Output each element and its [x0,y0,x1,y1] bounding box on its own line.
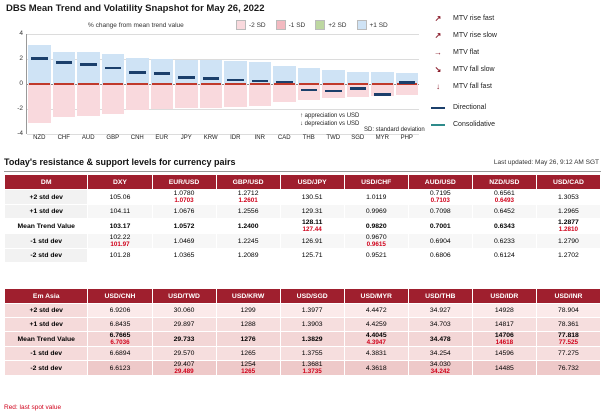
col-header-3: USD/KRW [216,289,280,304]
band-minus2-CAD [273,93,296,102]
cell-1-7: 1.2965 [536,205,600,219]
mean-line-KRW [201,83,222,85]
mean-line-TWD [323,83,344,85]
cell-1-5: 0.7098 [408,205,472,219]
mean-line-SGD [348,83,369,85]
cell-3-0: 6.6894 [88,347,152,361]
table-row [5,347,601,361]
cell-3-2: 1.2245 [216,234,280,249]
cell-4-6: 14485 [472,361,536,376]
band-plus2-CHF [53,52,76,68]
band-plus2-AUD [77,52,100,68]
trend-glyph-4: ↓ [436,82,440,91]
cell-4-0: 6.6123 [88,361,152,376]
row-label-1: +1 std dev [5,205,88,219]
trend-legend-label-4: MTV fall fast [453,83,492,90]
x-tick-TWD: TWD [326,135,341,141]
bar-group-AUD [76,34,101,141]
mean-line-INR [250,83,271,85]
spot-marker-MYR [374,93,391,96]
annotation-1: ↓ depreciation vs USD [300,121,360,128]
x-tick-KRW: KRW [203,135,218,141]
cell-4-5: 34.030 34.242 [408,361,472,376]
spot-marker-AUD [80,63,97,66]
cell-3-2: 1265 [216,347,280,361]
cell-3-1: 1.0469 [152,234,216,249]
x-tick-CNH: CNH [130,135,144,141]
band-minus1-CHF [53,84,76,100]
table-row [5,304,601,318]
band-plus1-GBP [102,69,125,84]
cell-0-2: 1299 [216,304,280,318]
y-tick-2: 2 [19,55,23,62]
cell-4-4: 0.9521 [344,249,408,263]
cell-4-7: 1.2702 [536,249,600,263]
cell-4-1: 29.407 29.489 [152,361,216,376]
spot-value-4-3: 1.3735 [302,368,322,375]
mean-line-CAD [274,83,295,85]
band-minus2-EUR [151,97,174,110]
trend-glyph-2: → [434,48,442,57]
cell-2-1: 29.733 [152,332,216,347]
cell-1-2: 1288 [216,318,280,332]
spot-marker-NZD [31,57,48,60]
bar-group-EUR [150,34,175,141]
row-label-0: +2 std dev [5,190,88,205]
cell-2-5: 0.7001 [408,219,472,234]
chart-annotations [300,112,425,133]
legend-label-0: -2 SD [249,21,266,29]
x-tick-PHP: PHP [400,135,413,141]
x-tick-INR: INR [254,135,265,141]
x-tick-IDR: IDR [230,135,241,141]
cell-1-4: 0.9969 [344,205,408,219]
spot-value-2-6: 14618 [495,339,514,346]
cell-2-2: 1.2400 [216,219,280,234]
band-minus2-CNH [126,97,149,110]
band-plus1-NZD [28,65,51,84]
bar-group-JPY [174,34,199,141]
cell-3-5: 0.6904 [408,234,472,249]
cell-2-7: 77.818 77.525 [536,332,600,347]
cell-4-1: 1.0365 [152,249,216,263]
spot-value-0-1: 1.0703 [174,197,194,204]
band-minus2-GBP [102,99,125,114]
bar-group-MYR [370,34,395,141]
row-label-0: +2 std dev [5,304,88,318]
col-header-8: USD/CAD [536,175,600,190]
cell-0-1: 30.060 [152,304,216,318]
bar-group-CHF [52,34,77,141]
table-row [5,332,601,347]
band-minus1-NZD [28,84,51,103]
annotation-2: SD: standard deviation [364,127,425,133]
spot-value-4-2: 1265 [241,368,256,375]
legend-item-1 [276,20,306,30]
legend-item-0 [236,20,266,30]
band-plus2-INR [249,62,272,73]
trend-glyph-6 [430,120,446,129]
row-label-1: +1 std dev [5,318,88,332]
col-header-1: DXY [88,175,152,190]
bar-group-GBP [101,34,126,141]
row-label-2: Mean Trend Value [5,332,88,347]
chart-panel [0,16,425,151]
cell-4-4: 4.3618 [344,361,408,376]
y-tick--4: -4 [17,130,23,137]
mean-line-CNH [127,83,148,85]
col-header-8: USD/INR [536,289,600,304]
chart-plot-area [17,30,419,141]
table-row [5,190,601,205]
band-minus1-JPY [175,84,198,96]
band-minus2-CHF [53,100,76,116]
bar-group-CAD [272,34,297,141]
band-minus2-THB [298,92,321,100]
band-plus2-IDR [224,61,247,73]
x-tick-SGD: SGD [351,135,365,141]
cell-0-3: 1.3977 [280,304,344,318]
bar-group-NZD [27,34,52,141]
spot-marker-PHP [399,81,416,84]
legend-label-1: -1 SD [288,21,306,29]
col-header-2: EUR/USD [152,175,216,190]
row-label-4: -2 std dev [5,249,88,263]
trend-legend-row-6 [430,116,602,133]
band-minus1-IDR [224,84,247,96]
trend-legend-label-2: MTV flat [453,49,480,56]
trend-legend-label-5: Directional [453,104,487,111]
legend-swatch-0 [236,20,246,30]
bar-group-IDR [223,34,248,141]
col-header-4: USD/SGD [280,289,344,304]
x-tick-NZD: NZD [33,135,46,141]
trend-legend-label-6: Consolidative [453,121,496,128]
table-row [5,249,601,263]
spot-marker-SGD [350,87,367,90]
band-minus2-JPY [175,96,198,108]
cell-2-4: 0.9820 [344,219,408,234]
band-minus1-KRW [200,84,223,96]
spot-value-2-4: 4.3947 [366,339,386,346]
cell-3-4: 4.3831 [344,347,408,361]
cell-4-5: 0.6806 [408,249,472,263]
mean-line-JPY [176,83,197,85]
spot-marker-JPY [178,76,195,79]
cell-4-6: 0.6124 [472,249,536,263]
band-minus1-CNH [126,84,149,97]
trend-legend-row-3 [430,61,602,78]
table-row [5,234,601,249]
x-tick-AUD: AUD [81,135,95,141]
spot-value-2-7: 1.2810 [558,226,579,233]
cell-4-2: 1254 1265 [216,361,280,376]
col-header-7: USD/IDR [472,289,536,304]
trend-glyph-3: ↘ [434,65,442,74]
y-tick--2: -2 [17,105,23,112]
trend-glyph-0: ↗ [434,14,442,23]
trend-legend-label-3: MTV fall slow [453,66,495,73]
cell-3-3: 1.3755 [280,347,344,361]
trend-legend-row-0 [430,10,602,27]
cell-3-7: 1.2790 [536,234,600,249]
spot-marker-INR [252,80,269,83]
cell-0-7: 78.904 [536,304,600,318]
divider [4,171,601,172]
legend-item-2 [315,20,346,30]
cell-2-0: 103.17 [88,219,152,234]
table-row [5,318,601,332]
col-header-2: USD/TWD [152,289,216,304]
table-row [5,205,601,219]
band-minus2-IDR [224,96,247,108]
mean-line-CHF [54,83,75,85]
spot-value-2-7: 77.525 [558,339,579,346]
row-label-3: -1 std dev [5,234,88,249]
x-tick-MYR: MYR [375,135,389,141]
band-plus2-EUR [151,59,174,72]
trend-legend-row-5 [430,99,602,116]
spot-marker-THB [301,89,318,92]
chart-legend [236,20,388,30]
legend-label-3: +1 SD [369,21,388,29]
mean-line-GBP [103,83,124,85]
cell-0-1: 1.0780 1.0703 [152,190,216,205]
band-plus2-NZD [28,45,51,64]
mean-line-EUR [152,83,173,85]
band-minus2-AUD [77,100,100,116]
col-header-5: USD/MYR [344,289,408,304]
cell-0-0: 105.06 [88,190,152,205]
row-label-3: -1 std dev [5,347,88,361]
spot-marker-CNH [129,71,146,74]
col-header-3: GBP/USD [216,175,280,190]
trend-legend-row-4 [430,78,602,95]
cell-1-5: 34.703 [408,318,472,332]
trend-glyph-1: ↗ [434,31,442,40]
y-tick-0: 0 [19,80,23,87]
band-minus2-PHP [396,89,419,94]
x-tick-THB: THB [302,135,315,141]
band-minus1-GBP [102,84,125,99]
trend-legend-label-0: MTV rise fast [453,15,495,22]
cell-3-5: 34.254 [408,347,472,361]
col-header-7: NZD/USD [472,175,536,190]
cell-1-3: 129.31 [280,205,344,219]
last-updated: Last updated: May 26, 9:12 AM SGT [493,159,599,166]
trend-glyph-5 [430,103,446,112]
col-header-6: AUD/USD [408,175,472,190]
x-tick-EUR: EUR [155,135,169,141]
legend-swatch-3 [357,20,367,30]
band-plus2-THB [298,68,321,76]
cell-4-3: 1.3681 1.3735 [280,361,344,376]
band-minus2-NZD [28,103,51,122]
spot-marker-IDR [227,79,244,82]
cell-0-3: 130.51 [280,190,344,205]
cell-2-6: 14706 14618 [472,332,536,347]
band-minus2-INR [249,95,272,106]
cell-0-6: 0.6561 0.6493 [472,190,536,205]
spot-marker-TWD [325,90,342,93]
cell-0-5: 0.7195 0.7103 [408,190,472,205]
legend-label-2: +2 SD [328,21,347,29]
mean-line-AUD [78,83,99,85]
spot-value-0-2: 1.2601 [238,197,258,204]
row-label-2: Mean Trend Value [5,219,88,234]
band-plus2-JPY [175,60,198,72]
cell-0-4: 1.0119 [344,190,408,205]
cell-1-0: 104.11 [88,205,152,219]
legend-swatch-1 [276,20,286,30]
col-header-6: USD/THB [408,289,472,304]
col-header-1: USD/CNH [88,289,152,304]
col-header-0: Em Asia [5,289,88,304]
cell-3-7: 77.275 [536,347,600,361]
cell-4-7: 76.732 [536,361,600,376]
table-row [5,219,601,234]
spot-value-0-6: 0.6493 [494,197,514,204]
y-tick-4: 4 [19,30,23,37]
mean-line-MYR [372,83,393,85]
band-plus2-CNH [126,58,149,71]
bar-group-PHP [395,34,420,141]
x-tick-GBP: GBP [106,135,120,141]
cell-4-3: 125.71 [280,249,344,263]
band-plus2-CAD [273,66,296,75]
table-header-row [5,289,601,304]
band-minus2-KRW [200,96,223,108]
cell-3-6: 14596 [472,347,536,361]
cell-3-6: 0.6233 [472,234,536,249]
cell-3-1: 29.570 [152,347,216,361]
trend-legend-row-1 [430,27,602,44]
band-plus1-CHF [53,68,76,84]
spot-marker-GBP [105,67,122,70]
cell-4-0: 101.28 [88,249,152,263]
cell-1-4: 4.4259 [344,318,408,332]
col-header-0: DM [5,175,88,190]
band-minus1-EUR [151,84,174,97]
mean-line-THB [299,83,320,85]
band-minus2-SGD [347,90,370,96]
spot-value-3-4: 0.9615 [366,241,386,248]
cell-1-6: 0.6452 [472,205,536,219]
mean-line-IDR [225,83,246,85]
legend-item-3 [357,20,388,30]
legend-swatch-2 [315,20,325,30]
x-tick-JPY: JPY [180,135,192,141]
cell-0-6: 14928 [472,304,536,318]
col-header-5: USD/CHF [344,175,408,190]
cell-2-4: 4.4045 4.3947 [344,332,408,347]
chart-y-axis-label: % change from mean trend value [88,22,184,29]
cell-1-1: 29.897 [152,318,216,332]
bar-group-KRW [199,34,224,141]
em-asia-table [4,288,601,376]
x-tick-CAD: CAD [277,135,291,141]
band-minus1-CAD [273,84,296,93]
col-header-4: USD/JPY [280,175,344,190]
cell-2-7: 1.2877 1.2810 [536,219,600,234]
spot-value-3-0: 101.97 [110,241,130,248]
spot-value-2-0: 6.7036 [110,339,130,346]
band-plus2-TWD [322,70,345,77]
dm-table [4,174,601,263]
mean-line-NZD [29,83,50,85]
cell-1-7: 78.361 [536,318,600,332]
footnote: Red: last spot value [4,404,62,411]
trend-legend-label-1: MTV rise slow [453,32,497,39]
cell-2-3: 128.11 127.44 [280,219,344,234]
cell-2-6: 0.6343 [472,219,536,234]
cell-2-0: 6.7665 6.7036 [88,332,152,347]
spot-value-4-5: 34.242 [430,368,450,375]
x-tick-CHF: CHF [57,135,70,141]
tables-subtitle: Today's resistance & support levels for currency pairs [4,157,236,167]
cell-0-0: 6.9206 [88,304,152,318]
trend-legend-row-2 [430,44,602,61]
spot-value-4-1: 29.489 [174,368,194,375]
cell-1-2: 1.2556 [216,205,280,219]
cell-3-0: 102.22 101.97 [88,234,152,249]
table-header-row [5,175,601,190]
cell-1-1: 1.0676 [152,205,216,219]
band-plus2-KRW [200,60,223,72]
cell-1-3: 1.3903 [280,318,344,332]
cell-0-7: 1.3053 [536,190,600,205]
cell-3-4: 0.9670 0.9615 [344,234,408,249]
cell-0-2: 1.2712 1.2601 [216,190,280,205]
band-minus1-AUD [77,84,100,100]
cell-2-2: 1276 [216,332,280,347]
spot-marker-EUR [154,72,171,75]
bar-group-CNH [125,34,150,141]
spot-marker-CHF [56,61,73,64]
annotation-0: ↑ appreciation vs USD [300,113,360,119]
cell-1-6: 14817 [472,318,536,332]
cell-0-4: 4.4472 [344,304,408,318]
cell-0-5: 34.927 [408,304,472,318]
cell-4-2: 1.2089 [216,249,280,263]
spot-value-0-5: 0.7103 [430,197,450,204]
page-title: DBS Mean Trend and Volatility Snapshot for May 26, 2022 [6,3,265,14]
spot-marker-CAD [276,81,293,84]
cell-2-3: 1.3829 [280,332,344,347]
band-plus1-AUD [77,68,100,84]
spot-value-2-3: 127.44 [302,226,322,233]
row-label-4: -2 std dev [5,361,88,376]
cell-2-1: 1.0572 [152,219,216,234]
cell-1-0: 6.8435 [88,318,152,332]
cell-2-5: 34.478 [408,332,472,347]
table-row [5,361,601,376]
trend-legend [430,10,602,133]
band-minus1-INR [249,84,272,95]
cell-3-3: 126.91 [280,234,344,249]
spot-marker-KRW [203,77,220,80]
bar-group-INR [248,34,273,141]
